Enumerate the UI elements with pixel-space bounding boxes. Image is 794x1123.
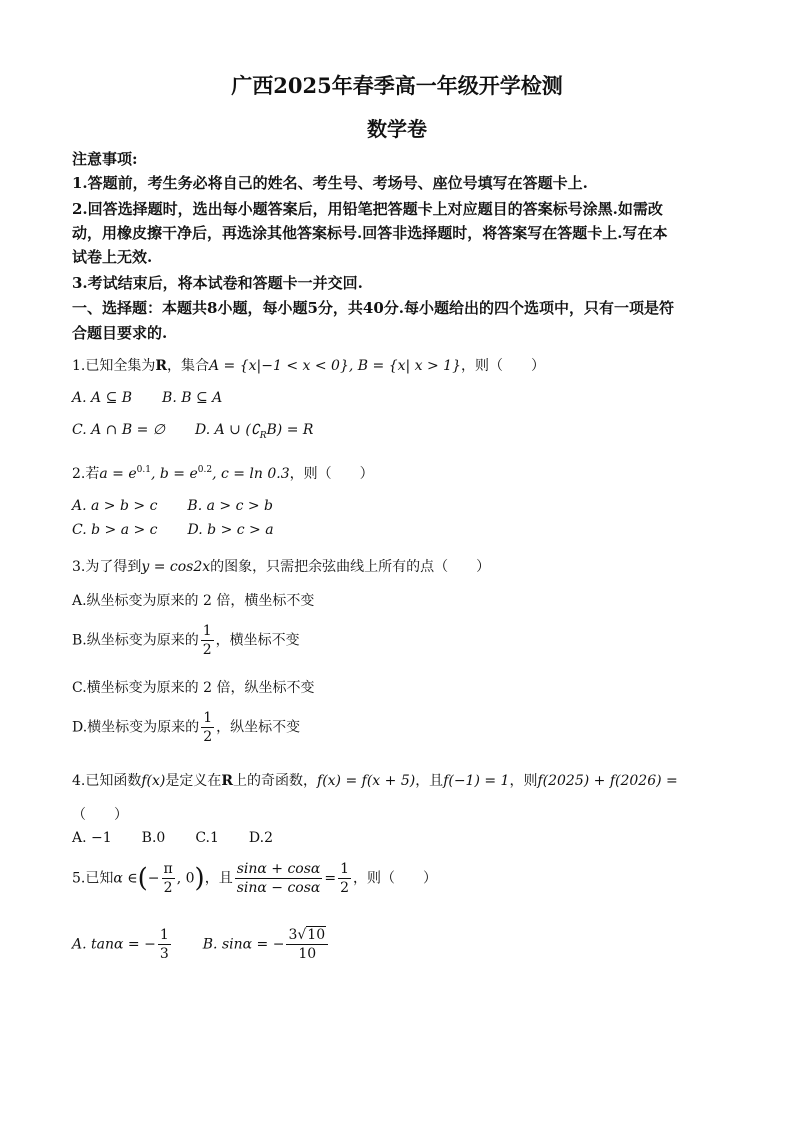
option-c: C. b > a > c [72, 522, 158, 538]
option-a: A. a > b > c [72, 498, 158, 514]
note-1: 1.答题前，考生务必将自己的姓名、考生号、考场号、座位号填写在答题卡上. [72, 174, 588, 192]
option-d: D. A ∪ $(∁_RB) = R$ [194, 422, 314, 441]
question-4-stem: 4.已知函数f(x)是定义在R上的奇函数，f(x) = f(x + 5)，且f(−1) = 1，则f(2025) + f(2026) = [72, 773, 678, 789]
option-b: B. B ⊆ A [162, 390, 223, 406]
question-3-option-a: A.纵坐标变为原来的 2 倍，横坐标不变 [72, 593, 315, 609]
section-heading-line-2: 合题目要求的. [72, 324, 168, 342]
option-c: C. A ∩ B = ∅ [72, 422, 165, 438]
option-a: A. −1 [72, 830, 112, 846]
fraction-one-half: $\frac{1}{2}$ [202, 623, 212, 658]
fraction-one-third: $\frac{1}{3}$ [159, 927, 169, 962]
question-5-options [72, 926, 330, 963]
question-2-options-row-2 [72, 522, 274, 538]
option-b: B.0 [141, 830, 166, 846]
question-3-option-d: D.横坐标变为原来的 $\frac{1}{2}$ ，纵坐标不变 [72, 710, 301, 745]
fraction-one-half: $\frac{1}{2}$ [203, 710, 213, 745]
fraction-one-half: $\frac{1}{2}$ [340, 861, 350, 896]
question-2-options-row-1 [72, 498, 273, 514]
note-2-line-2: 动，用橡皮擦干净后，再选涂其他答案标号.回答非选择题时，将答案写在答题卡上.写在本 [72, 224, 668, 242]
question-4-options [72, 830, 273, 846]
fraction-pi-over-two: $\frac{\pi}{2}$ [163, 861, 173, 896]
option-b: B. sinα = − [202, 936, 285, 953]
note-2-line-3: 试卷上无效. [72, 248, 153, 266]
fraction-three-root-ten-over-ten: $\frac{3√10}{10}$ [286, 926, 328, 963]
option-a: A. tanα = − [72, 936, 156, 953]
question-3-stem: 3.为了得到y = cos2x的图象，只需把余弦曲线上所有的点（ ） [72, 559, 491, 575]
question-3-option-b: B.纵坐标变为原来的 $\frac{1}{2}$ ，横坐标不变 [72, 623, 300, 658]
question-1-options-row-1 [72, 390, 222, 406]
question-5-stem: 5.已知α ∈(− $\frac{\pi}{2}$ , 0)，且 $\frac{\sin\alpha + \cos\alpha}{\sin\alpha - \cos\alpha}$ = $\frac{1}{2}$ ，则（ ） [72, 861, 438, 896]
notes-heading: 注意事项: [72, 150, 138, 168]
exam-title: 广西2025年春季高一年级开学检测 [231, 73, 563, 98]
option-d: D.2 [248, 830, 273, 846]
fraction-ratio: $\frac{\sin\alpha + \cos\alpha}{\sin\alpha - \cos\alpha}$ [236, 861, 321, 896]
question-2-stem: 2.若$a = e^{0.1}$, $b = e^{0.2}$, c = ln 0.3，则（ ） [72, 465, 374, 482]
question-1-stem: 1.已知全集为R，集合A = {x|−1 < x < 0}, B = {x| x > 1}，则（ ） [72, 358, 545, 374]
note-3: 3.考试结束后，将本试卷和答题卡一并交回. [72, 274, 363, 292]
option-b: B. a > c > b [187, 498, 274, 514]
option-d: D. b > c > a [187, 522, 274, 538]
note-2-line-1: 2.回答选择题时，选出每小题答案后，用铅笔把答题卡上对应题目的答案标号涂黑.如需改 [72, 200, 663, 218]
section-heading-line-1: 一、选择题：本题共8小题，每小题5分，共40分.每小题给出的四个选项中，只有一项是符 [72, 299, 674, 317]
question-1-options-row-2 [72, 422, 313, 441]
question-4-paren: （ ） [72, 807, 128, 823]
question-3-option-c: C.横坐标变为原来的 2 倍，纵坐标不变 [72, 680, 315, 696]
exam-subtitle: 数学卷 [367, 117, 427, 141]
option-a: A. A ⊆ B [72, 390, 133, 406]
option-c: C.1 [195, 830, 219, 846]
